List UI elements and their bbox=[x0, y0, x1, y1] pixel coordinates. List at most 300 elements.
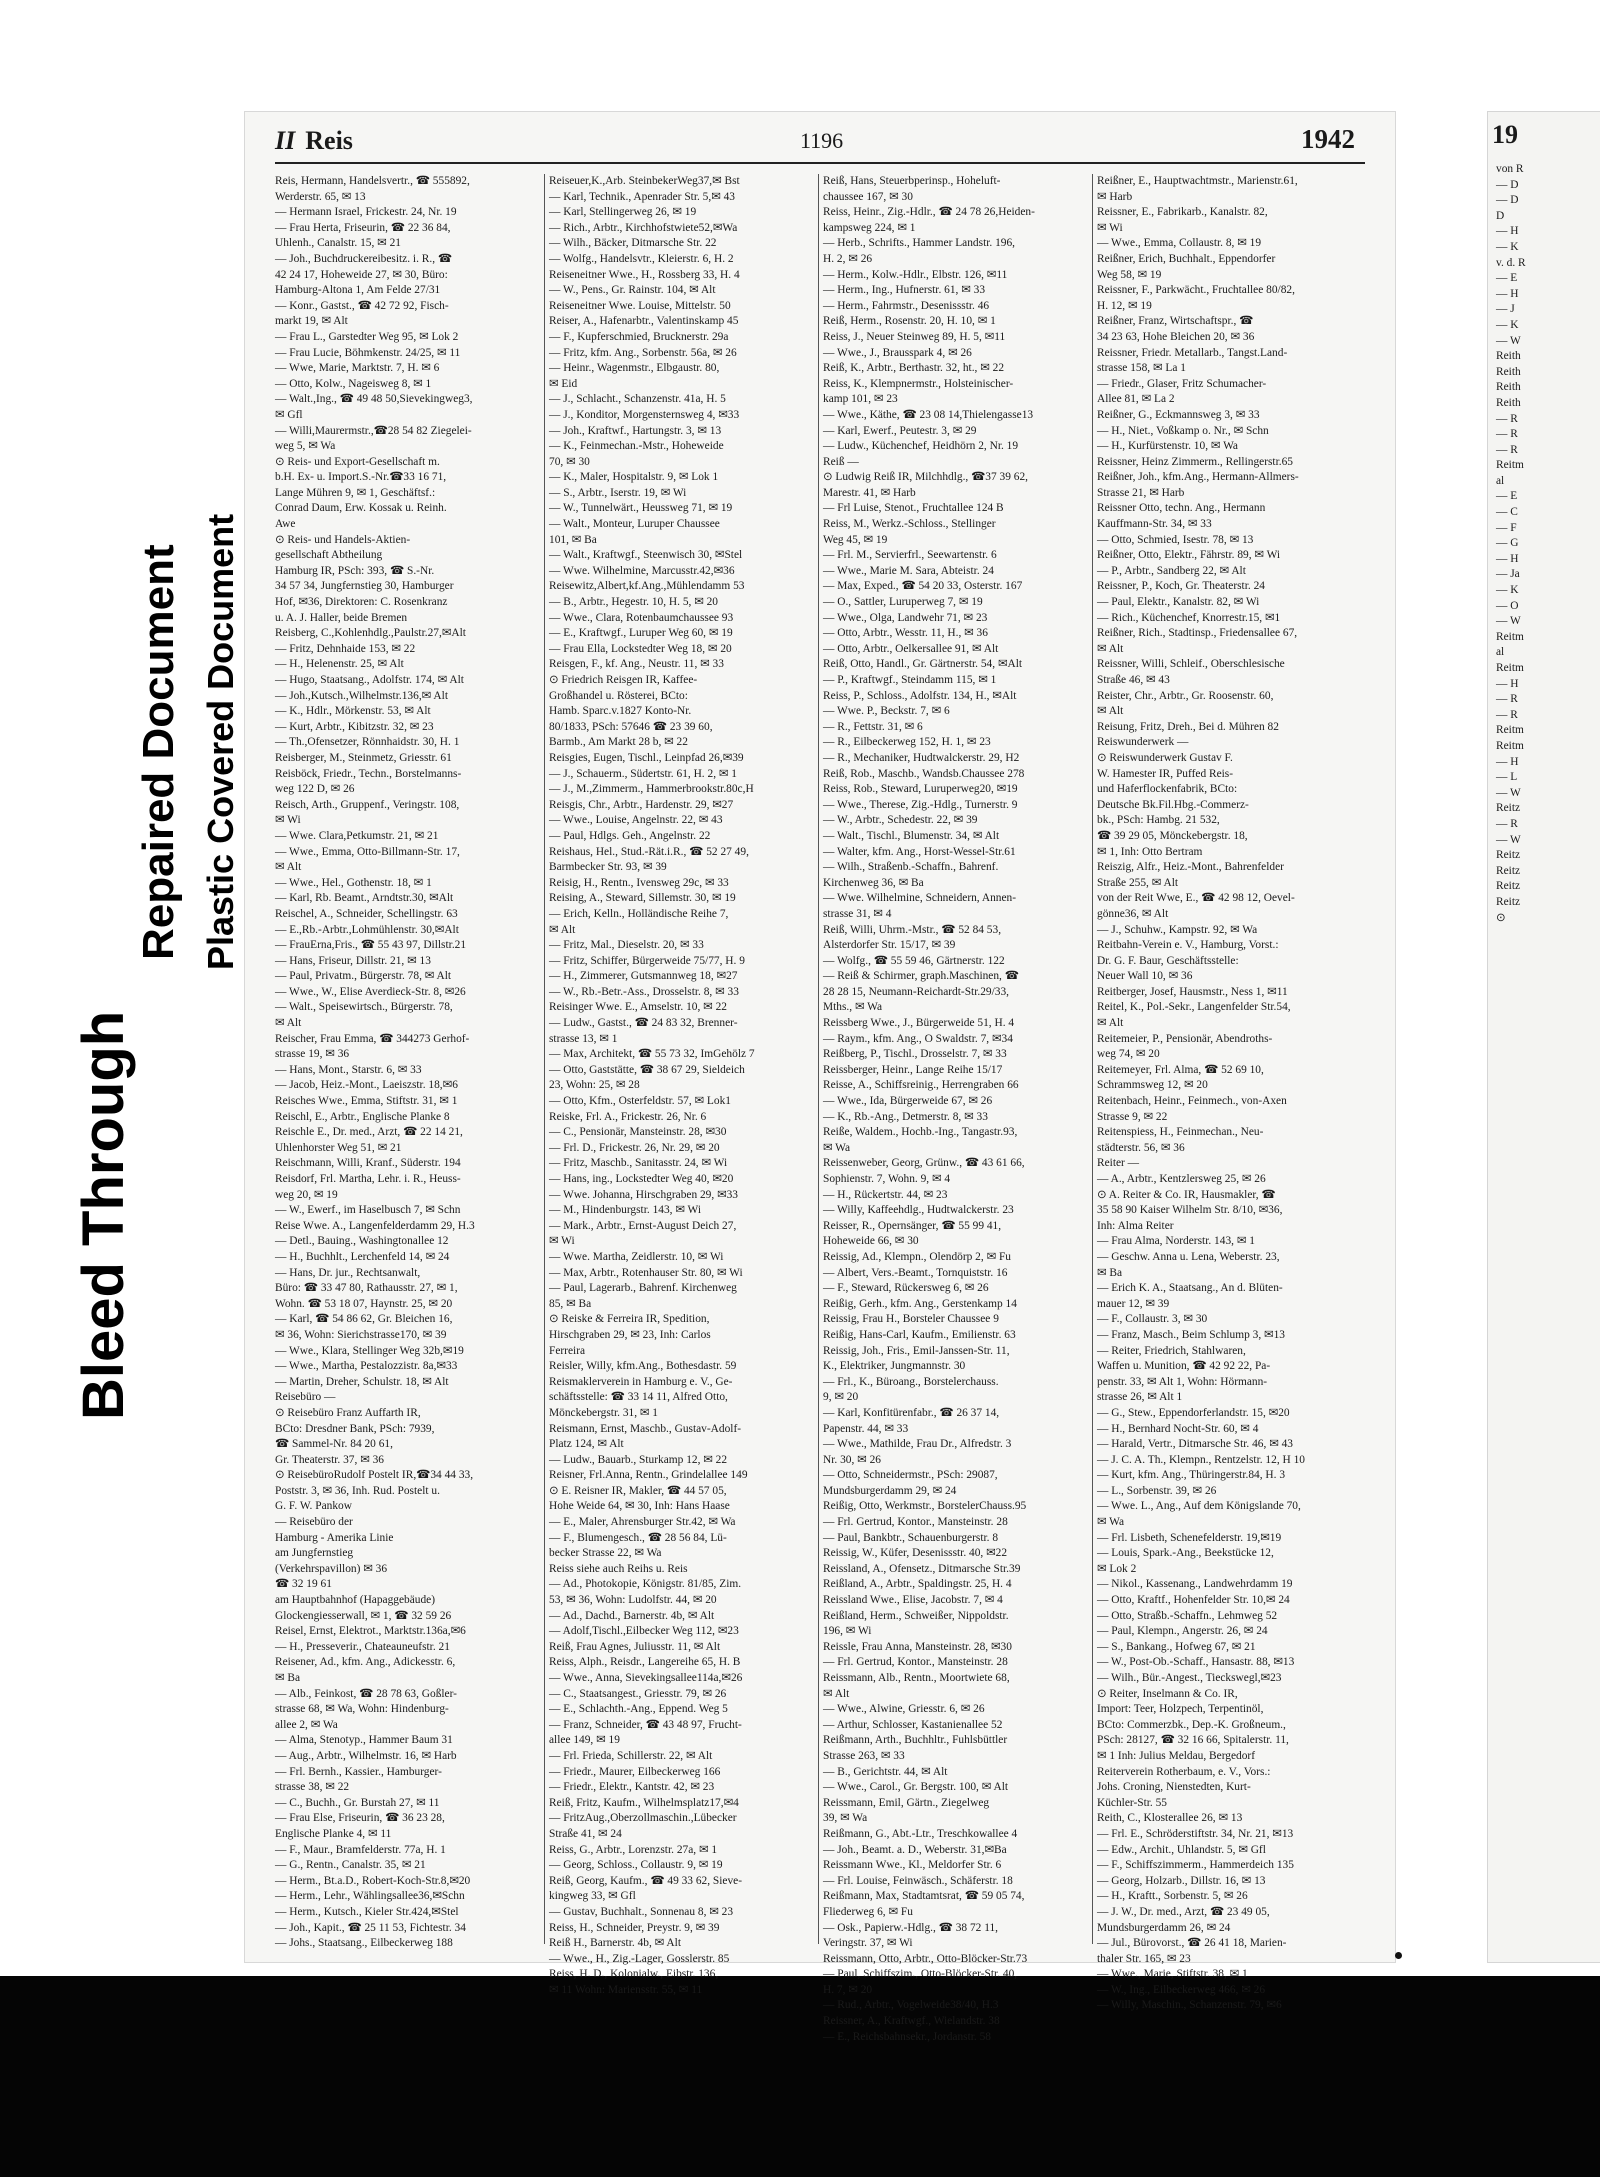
directory-entry-line: — F., Steward, Rückersweg 6, ✉ 26 bbox=[823, 1282, 989, 1295]
directory-entry-line: 101, ✉ Ba bbox=[549, 533, 597, 546]
directory-entry-line: — Frl. M., Servierfrl., Seewartenstr. 6 bbox=[823, 549, 997, 562]
directory-entry-line: — Walt., Tischl., Blumenstr. 34, ✉ Alt bbox=[823, 829, 1000, 842]
directory-entry-line: Reißland, A., Arbtr., Spaldingstr. 25, H. 4 bbox=[823, 1578, 1012, 1591]
directory-entry-line: Reiß, Georg, Kaufm., ☎ 49 33 62, Sieve- bbox=[549, 1874, 743, 1887]
directory-entry-line: ⊙ Reiswunderwerk Gustav F. bbox=[1097, 751, 1233, 764]
directory-entry-line: — Wilh., Bäcker, Ditmarsche Str. 22 bbox=[549, 237, 717, 250]
directory-entry-line: — FritzAug.,Oberzollmaschin.,Lübecker bbox=[549, 1812, 737, 1825]
directory-entry-line: Reise Wwe. A., Langenfelderdamm 29, H.3 bbox=[275, 1219, 475, 1232]
next-page-entry-fragment: — H bbox=[1496, 225, 1519, 238]
directory-entry-line: Reismaklerverein in Hamburg e. V., Ge- bbox=[549, 1375, 733, 1388]
directory-entry-line: ✉ Wa bbox=[823, 1141, 851, 1154]
directory-entry-line: Reisgen, F., kf. Ang., Neustr. 11, ✉ 33 bbox=[549, 658, 724, 671]
directory-entry-line: — Rud., Arbtr., Vogelweide38/40, H.3 bbox=[823, 1999, 999, 2012]
directory-entry-line: — Willy, Maschin., Schanzenstr. 79, ✉6 bbox=[1097, 1999, 1282, 2012]
directory-entry-line: Reisewitz,Albert,kf.Ang.,Mühlendamm 53 bbox=[549, 580, 745, 593]
directory-entry-line: — H., Zimmerer, Gutsmannweg 18, ✉27 bbox=[549, 970, 738, 983]
next-page-entry-fragment: — K bbox=[1496, 584, 1519, 597]
next-page-entry-fragment: Reitm bbox=[1496, 662, 1524, 674]
directory-entry-line: — H., Kraftt., Sorbenstr. 5, ✉ 26 bbox=[1097, 1890, 1248, 1903]
directory-entry-line: Weg 45, ✉ 19 bbox=[823, 533, 888, 546]
directory-entry-line: Reiß, Fritz, Kaufm., Wilhelmsplatz17,✉4 bbox=[549, 1796, 739, 1809]
directory-entry-line: ☎ 32 19 61 bbox=[275, 1578, 332, 1591]
directory-entry-line: — Karl, Rb. Beamt., Arndtstr.30, ✉Alt bbox=[275, 892, 454, 905]
directory-entry-line: Werderstr. 65, ✉ 13 bbox=[275, 190, 366, 203]
directory-entry-line: — Karl, Ewerf., Peutestr. 3, ✉ 29 bbox=[823, 424, 977, 437]
entry-columns bbox=[275, 174, 1365, 2043]
directory-entry-line: 80/1833, PSch: 57646 ☎ 23 39 60, bbox=[549, 720, 713, 733]
directory-entry-line: — Wwe., Ida, Bürgerweide 67, ✉ 26 bbox=[823, 1095, 993, 1108]
directory-entry-line: BCto: Commerzbk., Dep.-K. Großneum., bbox=[1097, 1718, 1286, 1731]
directory-entry-line: Awe bbox=[275, 518, 296, 531]
directory-entry-line: — Frau L., Garstedter Weg 95, ✉ Lok 2 bbox=[275, 330, 459, 343]
directory-entry-line: — Jacob, Heiz.-Mont., Laeiszstr. 18,✉6 bbox=[275, 1079, 458, 1092]
directory-entry-line: — Herm., Ing., Hufnerstr. 61, ✉ 33 bbox=[823, 284, 986, 297]
directory-entry-line: — Harald, Vertr., Ditmarsche Str. 46, ✉ 43 bbox=[1097, 1438, 1293, 1451]
directory-entry-line: — Ludw., Küchenchef, Heidhörn 2, Nr. 19 bbox=[823, 440, 1019, 453]
next-page-entry-fragment: Reitm bbox=[1496, 459, 1524, 472]
directory-entry-line: — Reiß & Schirmer, graph.Maschinen, ☎ bbox=[823, 970, 1019, 983]
directory-entry-line: am Hauptbahnhof (Hapaggebäude) bbox=[275, 1594, 436, 1607]
directory-entry-line: Reißner, Otto, Elektr., Fährstr. 89, ✉ Wi bbox=[1097, 549, 1281, 562]
directory-entry-line: strasse 158, ✉ La 1 bbox=[1097, 362, 1186, 375]
directory-entry-line: — F., Collaustr. 3, ✉ 30 bbox=[1097, 1313, 1208, 1326]
directory-entry-line: — Paul, Schiffszim., Otto-Blöcker-Str. 40, bbox=[823, 1968, 1018, 1981]
directory-entry-line: — P., Arbtr., Sandberg 22, ✉ Alt bbox=[1097, 564, 1246, 577]
next-page-entry-fragment: — E bbox=[1496, 490, 1518, 503]
directory-entry-line: Conrad Daum, Erw. Kossak u. Reinh. bbox=[275, 502, 447, 515]
directory-entry-line: — Wwe., Alwine, Griesstr. 6, ✉ 26 bbox=[823, 1703, 985, 1716]
directory-entry-line: — Wwe., Hel., Gothenstr. 18, ✉ 1 bbox=[275, 876, 432, 889]
directory-entry-line: 85, ✉ Ba bbox=[549, 1297, 592, 1310]
directory-entry-line: ☎ 39 29 05, Mönckebergstr. 18, bbox=[1097, 829, 1248, 842]
directory-entry-line: ✉ Gfl bbox=[275, 408, 303, 421]
directory-entry-line: — K., Hdlr., Mörkenstr. 53, ✉ Alt bbox=[275, 705, 431, 718]
directory-entry-line: Reissberg Wwe., J., Bürgerweide 51, H. 4 bbox=[823, 1017, 1015, 1030]
next-page-entry-fragment: — R bbox=[1496, 693, 1518, 706]
next-page-entry-fragment: — R bbox=[1496, 428, 1518, 441]
directory-entry-line: 23, Wohn: 25, ✉ 28 bbox=[549, 1079, 640, 1092]
directory-entry-line: — W., Tunnelwärt., Heussweg 71, ✉ 19 bbox=[549, 502, 733, 515]
directory-entry-line: Reiss, J., Neuer Steinweg 89, H. 5, ✉11 bbox=[823, 330, 1006, 343]
directory-entry-line: — F., Blumengesch., ☎ 28 56 84, Lü- bbox=[549, 1531, 727, 1544]
next-page-entry-fragment: Reitz bbox=[1496, 849, 1521, 862]
directory-entry-line: Reiser, A., Hafenarbtr., Valentinskamp 45 bbox=[549, 315, 739, 328]
next-page-entry-fragment: Reitm bbox=[1496, 630, 1524, 643]
next-page-entry-fragment: — Ja bbox=[1496, 568, 1520, 581]
column-3 bbox=[823, 174, 1087, 2043]
next-page-entry-fragment: von R bbox=[1496, 163, 1524, 175]
directory-entry-line: — Wwe., Anna, Sievekingsallee114a,✉26 bbox=[549, 1672, 743, 1684]
next-page-entry-fragment: — H bbox=[1496, 552, 1519, 565]
directory-entry-line: — Mark., Arbtr., Ernst-August Deich 27, bbox=[549, 1219, 737, 1232]
directory-entry-line: — B., Gerichtstr. 44, ✉ Alt bbox=[823, 1765, 948, 1778]
directory-entry-line: ✉ Ba bbox=[1097, 1266, 1123, 1279]
directory-entry-line: — F., Maur., Bramfelderstr. 77a, H. 1 bbox=[275, 1843, 446, 1856]
directory-entry-line: — Wwe., Marie, Stiftstr. 38, ✉ 1 bbox=[1097, 1968, 1248, 1981]
directory-entry-line: Reissland, A., Ofensetz., Ditmarsche Str.39 bbox=[823, 1562, 1021, 1575]
directory-entry-line: — Wwe. Clara,Petkumstr. 21, ✉ 21 bbox=[275, 829, 439, 842]
directory-entry-line: ✉ Harb bbox=[1097, 190, 1133, 203]
directory-entry-line: Reisch, Arth., Gruppenf., Veringstr. 108, bbox=[275, 798, 460, 811]
directory-entry-line: PSch: 28127, ☎ 32 16 66, Spitalerstr. 11, bbox=[1097, 1734, 1289, 1747]
directory-entry-line: Reiß, K., Arbtr., Berthastr. 32, ht., ✉ 22 bbox=[823, 362, 1005, 375]
directory-entry-line: Reißland, Herm., Schweißer, Nippoldstr. bbox=[823, 1609, 1009, 1622]
directory-entry-line: Hohe Weide 64, ✉ 30, Inh: Hans Haase bbox=[549, 1500, 730, 1513]
directory-entry-line: — Konr., Gastst., ☎ 42 72 92, Fisch- bbox=[275, 299, 449, 312]
next-page-entry-fragment: Reitz bbox=[1496, 895, 1521, 908]
directory-entry-line: BCto: Dresdner Bank, PSch: 7939, bbox=[275, 1422, 435, 1435]
directory-entry-line: Sophienstr. 7, Wohn. 9, ✉ 4 bbox=[823, 1173, 951, 1185]
directory-entry-line: — P., Kraftwgf., Steindamm 115, ✉ 1 bbox=[823, 674, 997, 686]
directory-entry-line: ☎ Sammel-Nr. 84 20 61, bbox=[275, 1438, 393, 1451]
directory-entry-line: — Otto, Gaststätte, ☎ 38 67 29, Sieldeich bbox=[549, 1063, 745, 1076]
directory-entry-line: — Wwe. Wilhelmine, Marcusstr.42,✉36 bbox=[549, 564, 735, 577]
directory-entry-line: Reisberg, C.,Kohlenhdlg.,Paulstr.27,✉Alt bbox=[275, 627, 466, 640]
directory-entry-line: Allee 81, ✉ La 2 bbox=[1097, 393, 1175, 406]
directory-entry-line: — Frau Alma, Norderstr. 143, ✉ 1 bbox=[1097, 1235, 1255, 1248]
directory-entry-line: Reiß — bbox=[823, 455, 859, 468]
directory-entry-line: — L., Sorbenstr. 39, ✉ 26 bbox=[1097, 1484, 1217, 1497]
next-page-entry-fragment: — H bbox=[1496, 755, 1519, 768]
section-heading bbox=[275, 126, 353, 156]
next-page-entry-fragment: — G bbox=[1496, 537, 1519, 550]
directory-entry-line: Reitenbach, Heinr., Feinmech., von-Axen bbox=[1097, 1095, 1287, 1108]
directory-entry-line: — Fritz, Maschb., Sanitasstr. 24, ✉ Wi bbox=[549, 1157, 728, 1170]
next-page-entry-fragment: — R bbox=[1496, 817, 1518, 830]
directory-entry-line: Reißmann, Arth., Buchhltr., Fuhlsbüttler bbox=[823, 1734, 1008, 1747]
directory-entry-line: — W., Pens., Gr. Rainstr. 104, ✉ Alt bbox=[549, 284, 716, 297]
directory-entry-line: — Frau Ella, Lockstedter Weg 18, ✉ 20 bbox=[549, 642, 732, 655]
directory-entry-line: — Joh., Kapit., ☎ 25 11 53, Fichtestr. 34 bbox=[275, 1921, 466, 1934]
next-page-entry-fragment: — O bbox=[1496, 599, 1519, 612]
directory-entry-line: Großhandel u. Rösterei, BCto: bbox=[549, 689, 688, 702]
next-page-entry-fragment: D bbox=[1496, 209, 1505, 222]
directory-entry-line: Reissner, Heinz Zimmerm., Rellingerstr.65 bbox=[1097, 455, 1293, 468]
directory-entry-line: — Gustav, Buchhalt., Sonnenau 8, ✉ 23 bbox=[549, 1905, 734, 1918]
directory-entry-line: — Willi,Maurermstr.,☎28 54 82 Ziegelei- bbox=[275, 424, 472, 437]
directory-entry-line: thaler Str. 165, ✉ 23 bbox=[1097, 1952, 1191, 1965]
directory-entry-line: 42 24 17, Hoheweide 27, ✉ 30, Büro: bbox=[275, 268, 448, 281]
directory-entry-line: — Fritz, kfm. Ang., Sorbenstr. 56a, ✉ 26 bbox=[549, 346, 737, 359]
directory-entry-line: Reissner Otto, techn. Ang., Hermann bbox=[1097, 502, 1266, 515]
directory-entry-line: Reissmann Wwe., Kl., Meldorfer Str. 6 bbox=[823, 1859, 1002, 1872]
next-page-entry-fragment: — E bbox=[1496, 272, 1518, 285]
directory-entry-line: Reissmann, Alb., Rentn., Moortwiete 68, bbox=[823, 1672, 1010, 1684]
directory-entry-line: — Wwe. Martha, Zeidlerstr. 10, ✉ Wi bbox=[549, 1250, 724, 1263]
directory-entry-line: Straße 46, ✉ 43 bbox=[1097, 674, 1170, 686]
directory-entry-line: — K., Maler, Hospitalstr. 9, ✉ Lok 1 bbox=[549, 471, 719, 484]
directory-entry-line: Nr. 30, ✉ 26 bbox=[823, 1453, 881, 1466]
directory-entry-line: — Paul, Klempn., Angerstr. 26, ✉ 24 bbox=[1097, 1625, 1268, 1638]
directory-entry-line: Reiss, H. D., Kolonialw., Eibstr. 136, bbox=[549, 1968, 719, 1981]
directory-entry-line: Reishaus, Hel., Stud.-Rät.i.R., ☎ 52 27 49, bbox=[549, 845, 749, 858]
directory-entry-line: — B., Arbtr., Hegestr. 10, H. 5, ✉ 20 bbox=[549, 596, 719, 609]
directory-entry-line: von der Reit Wwe, E., ☎ 42 98 12, Oevel- bbox=[1097, 892, 1295, 905]
directory-entry-line: weg 5, ✉ Wa bbox=[275, 440, 336, 453]
directory-entry-line: — Wilh., Straßenb.-Schaffn., Bahrenf. bbox=[823, 861, 999, 874]
next-page-entry-fragment: — R bbox=[1496, 708, 1518, 721]
directory-entry-line: Reischel, A., Schneider, Schellingstr. 63 bbox=[275, 907, 458, 920]
directory-entry-line: — Walt., Speisewirtsch., Bürgerstr. 78, bbox=[275, 1001, 453, 1014]
section-number: II bbox=[275, 126, 296, 155]
directory-entry-line: Mundsburgerdamm 29, ✉ 24 bbox=[823, 1484, 957, 1497]
directory-entry-line: — Hans, Dr. jur., Rechtsanwalt, bbox=[275, 1266, 421, 1279]
directory-entry-line: — Alma, Stenotyp., Hammer Baum 31 bbox=[275, 1734, 453, 1747]
directory-entry-line: ✉ Alt bbox=[823, 1687, 850, 1700]
directory-entry-line: Uhlenh., Canalstr. 15, ✉ 21 bbox=[275, 237, 401, 250]
directory-entry-line: Reischl, E., Arbtr., Englische Planke 8 bbox=[275, 1110, 450, 1123]
directory-entry-line: Reiterverein Rotherbaum, e. V., Vors.: bbox=[1097, 1765, 1271, 1778]
directory-entry-line: Reisse, A., Schiffsreinig., Herrengraben 66 bbox=[823, 1079, 1019, 1092]
directory-entry-line: ✉ Ba bbox=[275, 1672, 301, 1684]
next-page-entry-fragment: Reitm bbox=[1496, 724, 1524, 737]
directory-entry-line: Reiszig, Alfr., Heiz.-Mont., Bahrenfelder bbox=[1097, 861, 1284, 874]
directory-entry-line: Johs. Croning, Nienstedten, Kurt- bbox=[1097, 1781, 1251, 1794]
directory-entry-line: — Frl. Louise, Feinwäsch., Schäferstr. 18 bbox=[823, 1874, 1013, 1887]
directory-entry-line: — Herm., Bt.a.D., Robert-Koch-Str.8,✉20 bbox=[275, 1874, 471, 1887]
directory-entry-line: — Wwe., Mathilde, Frau Dr., Alfredstr. 3 bbox=[823, 1438, 1012, 1451]
directory-entry-line: — K., Rb.-Ang., Detmerstr. 8, ✉ 33 bbox=[823, 1110, 988, 1123]
directory-entry-line: 35 58 90 Kaiser Wilhelm Str. 8/10, ✉36, bbox=[1097, 1204, 1283, 1217]
directory-entry-line: Hamburg IR, PSch: 393, ☎ S.-Nr. bbox=[275, 564, 435, 577]
directory-entry-line: allee 149, ✉ 19 bbox=[549, 1734, 620, 1747]
directory-entry-line: — Franz, Schneider, ☎ 43 48 97, Frucht- bbox=[549, 1718, 742, 1731]
directory-entry-line: ⊙ Reis- und Export-Gesellschaft m. bbox=[275, 455, 440, 468]
directory-entry-line: — Frl. Gertrud, Kontor., Mansteinstr. 28 bbox=[823, 1656, 1008, 1669]
next-page-entry-fragment: — W bbox=[1496, 786, 1521, 799]
directory-entry-line: — J., Konditor, Morgensternsweg 4, ✉33 bbox=[549, 408, 740, 421]
directory-entry-line: ✉ Lok 2 bbox=[1097, 1562, 1137, 1575]
directory-entry-line: — Max, Exped., ☎ 54 20 33, Osterstr. 167 bbox=[823, 580, 1023, 593]
directory-entry-line: Mundsburgerdamm 26, ✉ 24 bbox=[1097, 1921, 1231, 1934]
directory-entry-line: ⊙ A. Reiter & Co. IR, Hausmakler, ☎ bbox=[1097, 1188, 1276, 1201]
directory-entry-line: Reister, Chr., Arbtr., Gr. Roosenstr. 60, bbox=[1097, 689, 1274, 702]
directory-entry-line: Wohn. ☎ 53 18 07, Haynstr. 25, ✉ 20 bbox=[275, 1297, 453, 1310]
directory-entry-line: Büro: ☎ 33 47 80, Rathausstr. 27, ✉ 1, bbox=[275, 1282, 458, 1295]
directory-entry-line: chaussee 167, ✉ 30 bbox=[823, 190, 913, 203]
directory-entry-line: ✉ Wi bbox=[275, 814, 301, 827]
directory-entry-line: und Haferflockenfabrik, BCto: bbox=[1097, 783, 1238, 796]
directory-entry-line: — Karl, Konfitürenfabr., ☎ 26 37 14, bbox=[823, 1406, 1000, 1419]
directory-entry-line: — O., Sattler, Luruperweg 7, ✉ 19 bbox=[823, 596, 983, 609]
directory-entry-line: — Georg, Holzarb., Dillstr. 16, ✉ 13 bbox=[1097, 1874, 1266, 1887]
directory-entry-line: — H., Rückertstr. 44, ✉ 23 bbox=[823, 1188, 948, 1201]
directory-entry-line: Reis, Hermann, Handelsvertr., ☎ 555892, bbox=[275, 175, 470, 187]
directory-entry-line: — W., Arbtr., Schedestr. 22, ✉ 39 bbox=[823, 814, 978, 827]
directory-entry-line: — Herm., Kolw.-Hdlr., Elbstr. 126, ✉11 bbox=[823, 268, 1008, 281]
directory-entry-line: — Walter, kfm. Ang., Horst-Wessel-Str.61 bbox=[823, 845, 1016, 858]
directory-entry-line: — J. C. A. Th., Klempn., Rentzelstr. 12, H 10 bbox=[1097, 1453, 1305, 1466]
directory-entry-line: ✉ Alt bbox=[275, 1017, 302, 1030]
directory-entry-line: — Nikol., Kassenang., Landwehrdamm 19 bbox=[1097, 1578, 1293, 1591]
directory-entry-line: Reiter — bbox=[1097, 1157, 1140, 1170]
directory-entry-line: — Reiter, Friedrich, Stahlwaren, bbox=[1097, 1344, 1246, 1357]
directory-entry-line: — A., Arbtr., Kentzlersweg 25, ✉ 26 bbox=[1097, 1173, 1266, 1185]
directory-entry-line: Reisberger, M., Steinmetz, Griesstr. 61 bbox=[275, 751, 452, 764]
directory-entry-line: Reiseneitner Wwe. Louise, Mittelstr. 50 bbox=[549, 299, 731, 312]
directory-entry-line: Reischmann, Willi, Kranf., Süderstr. 194 bbox=[275, 1157, 461, 1170]
directory-entry-line: Reischle E., Dr. med., Arzt, ☎ 22 14 21, bbox=[275, 1126, 463, 1139]
directory-entry-line: — Aug., Arbtr., Wilhelmstr. 16, ✉ Harb bbox=[275, 1749, 457, 1762]
directory-entry-line: — Frl., K., Büroang., Borstelerchauss. bbox=[823, 1375, 999, 1388]
column-2 bbox=[549, 174, 813, 1996]
directory-entry-line: Reiß, Frau Agnes, Juliusstr. 11, ✉ Alt bbox=[549, 1640, 721, 1653]
directory-entry-line: — J., Schuhw., Kampstr. 92, ✉ Wa bbox=[1097, 923, 1258, 936]
directory-entry-line: Reiss, P., Schloss., Adolfstr. 134, H., ✉Alt bbox=[823, 689, 1017, 702]
directory-entry-line: — Hans, Mont., Starstr. 6, ✉ 33 bbox=[275, 1063, 422, 1076]
directory-entry-line: Reiseuer,K.,Arb. SteinbekerWeg37,✉ Bst bbox=[549, 175, 740, 187]
directory-entry-line: — Hans, Friseur, Dillstr. 21, ✉ 13 bbox=[275, 954, 431, 967]
directory-entry-line: G. F. W. Pankow bbox=[275, 1500, 352, 1513]
directory-entry-line: Kauffmann-Str. 34, ✉ 33 bbox=[1097, 518, 1212, 531]
directory-entry-line: Reising, A., Steward, Sillemstr. 30, ✉ 19 bbox=[549, 892, 736, 905]
directory-entry-line: ✉ 11 Wohn: Mariensstr. 55, ✉ 11 bbox=[549, 1983, 703, 1996]
directory-entry-line: — H., Presseverir., Chateauneufstr. 21 bbox=[275, 1640, 450, 1653]
directory-entry-line: Poststr. 3, ✉ 36, Inh. Rud. Postelt u. bbox=[275, 1484, 440, 1497]
directory-entry-line: — Wwe., Louise, Angelnstr. 22, ✉ 43 bbox=[549, 814, 723, 827]
next-page-entry-fragment: Reitz bbox=[1496, 864, 1521, 877]
directory-entry-line: (Verkehrspavillon) ✉ 36 bbox=[275, 1562, 388, 1575]
directory-entry-line: Kirchenweg 36, ✉ Ba bbox=[823, 876, 924, 889]
directory-entry-line: — H., Buchhlt., Lerchenfeld 14, ✉ 24 bbox=[275, 1250, 450, 1263]
directory-entry-line: Hof, ✉36, Direktoren: C. Rosenkranz bbox=[275, 596, 448, 609]
directory-entry-line: b.H. Ex- u. Import.S.-Nr.☎33 16 71, bbox=[275, 471, 447, 484]
directory-entry-line: ✉ 36, Wohn: Sierichstrasse170, ✉ 39 bbox=[275, 1328, 447, 1341]
directory-entry-line: — Wolfg., Handelsvtr., Kleierstr. 6, H. 2 bbox=[549, 252, 734, 265]
next-page-entry-fragment: ⊙ bbox=[1496, 911, 1506, 924]
directory-entry-line: Reitemeier, P., Pensionär, Abendroths- bbox=[1097, 1032, 1273, 1045]
directory-entry-line: — Wwe., H., Zig.-Lager, Gosslerstr. 85 bbox=[549, 1952, 730, 1965]
directory-entry-line: ✉ Alt bbox=[549, 923, 576, 936]
directory-entry-line: — Ad., Dachd., Barnerstr. 4b, ✉ Alt bbox=[549, 1609, 715, 1622]
column-divider bbox=[1092, 174, 1093, 1944]
directory-entry-line: strasse 19, ✉ 36 bbox=[275, 1048, 350, 1061]
next-page-entry-fragment: — K bbox=[1496, 318, 1519, 331]
directory-entry-line: ⊙ E. Reisner IR, Makler, ☎ 44 57 05, bbox=[549, 1484, 727, 1497]
directory-entry-line: markt 19, ✉ Alt bbox=[275, 315, 348, 328]
directory-entry-line: — J., Schlacht., Schanzenstr. 41a, H. 5 bbox=[549, 393, 726, 406]
directory-entry-line: Waffen u. Munition, ☎ 42 92 22, Pa- bbox=[1097, 1360, 1271, 1373]
directory-entry-line: ⊙ Friedrich Reisgen IR, Kaffee- bbox=[549, 674, 698, 686]
directory-entry-line: — Otto, Arbtr., Wesstr. 11, H., ✉ 36 bbox=[823, 627, 988, 640]
directory-entry-line: — Franz, Masch., Beim Schlump 3, ✉13 bbox=[1097, 1328, 1285, 1341]
directory-entry-line: Mönckebergstr. 31, ✉ 1 bbox=[549, 1406, 658, 1419]
directory-entry-line: — Max, Arbtr., Rotenhauser Str. 80, ✉ Wi bbox=[549, 1266, 743, 1279]
directory-entry-line: — Otto, Schneidermstr., PSch: 29087, bbox=[823, 1469, 998, 1482]
directory-entry-line: — Georg, Schloss., Collaustr. 9, ✉ 19 bbox=[549, 1859, 723, 1872]
next-page-header: 19 bbox=[1492, 120, 1518, 149]
directory-entry-line: Reiß H., Barnerstr. 4b, ✉ Alt bbox=[549, 1937, 681, 1950]
directory-entry-line: 39, ✉ Wa bbox=[823, 1812, 868, 1825]
directory-entry-line: Reißmann, G., Abt.-Ltr., Treschkowallee 4 bbox=[823, 1827, 1018, 1840]
directory-entry-line: städterstr. 56, ✉ 36 bbox=[1097, 1141, 1185, 1154]
directory-entry-line: ✉ Wi bbox=[1097, 221, 1123, 234]
directory-entry-line: — E., Kraftwgf., Luruper Weg 60, ✉ 19 bbox=[549, 627, 733, 640]
directory-entry-line: Reisgies, Eugen, Tischl., Leinpfad 26,✉39 bbox=[549, 751, 744, 764]
directory-entry-line: — Otto, Kolw., Nageisweg 8, ✉ 1 bbox=[275, 377, 432, 390]
directory-entry-line: — Walt.,Ing., ☎ 49 48 50,Sievekingweg3, bbox=[275, 393, 473, 406]
directory-entry-line: Reiß, Hans, Steuerbperinsp., Hoheluft- bbox=[823, 175, 1001, 187]
directory-entry-line: — Frl. Bernh., Kassier., Hamburger- bbox=[275, 1765, 442, 1778]
directory-entry-line: — Karl, ☎ 54 86 62, Gr. Bleichen 16, bbox=[275, 1313, 453, 1326]
directory-entry-line: — Wilh., Bür.-Angest., Tieckswegl,✉23 bbox=[1097, 1672, 1282, 1684]
directory-entry-line: Reißner, G., Eckmannsweg 3, ✉ 33 bbox=[1097, 408, 1260, 421]
directory-entry-line: Hamburg-Altona 1, Am Felde 27/31 bbox=[275, 284, 441, 297]
directory-entry-line: Reissner, P., Koch, Gr. Theaterstr. 24 bbox=[1097, 580, 1265, 593]
directory-entry-line: — Frl Luise, Stenot., Fruchtallee 124 B bbox=[823, 502, 1004, 515]
directory-entry-line: — W., Ewerf., im Haselbusch 7, ✉ Schn bbox=[275, 1204, 461, 1217]
directory-entry-line: Reiss, K., Klempnermstr., Holsteinischer- bbox=[823, 377, 1014, 390]
directory-entry-line: — W., Post-Ob.-Schaff., Hansastr. 88, ✉13 bbox=[1097, 1656, 1295, 1669]
directory-entry-line: — Karl, Stellingerweg 26, ✉ 19 bbox=[549, 206, 697, 219]
next-page-entry-fragment: — K bbox=[1496, 240, 1519, 253]
directory-entry-line: — Paul, Lagerarb., Bahrenf. Kirchenweg bbox=[549, 1282, 737, 1295]
directory-entry-line: — Herb., Schrifts., Hammer Landstr. 196, bbox=[823, 237, 1016, 250]
directory-entry-line: Reiss, G., Arbtr., Lorenzstr. 27a, ✉ 1 bbox=[549, 1843, 718, 1856]
directory-entry-line: Reiss, Rob., Steward, Luruperweg20, ✉19 bbox=[823, 783, 1018, 796]
bleed-through-label: Bleed Through bbox=[71, 1010, 136, 1420]
directory-entry-line: W. Hamester IR, Puffed Reis- bbox=[1097, 767, 1234, 780]
directory-entry-line: — E.,Rb.-Arbtr.,Lohmühlenstr. 30,✉Alt bbox=[275, 923, 459, 936]
directory-entry-line: — M., Hindenburgstr. 143, ✉ Wi bbox=[549, 1204, 701, 1217]
directory-entry-line: 9, ✉ 20 bbox=[823, 1391, 859, 1404]
directory-entry-line: — C., Staatsangest., Griesstr. 79, ✉ 26 bbox=[549, 1687, 727, 1700]
directory-entry-line: Straße 255, ✉ Alt bbox=[1097, 876, 1179, 889]
directory-entry-line: Reiss, M., Werkz.-Schloss., Stellinger bbox=[823, 518, 996, 531]
directory-entry-line: Reiss, Alph., Reisdr., Langereihe 65, H. B bbox=[549, 1656, 741, 1669]
directory-entry-line: strasse 26, ✉ Alt 1 bbox=[1097, 1391, 1183, 1404]
directory-entry-line: Schrammsweg 12, ✉ 20 bbox=[1097, 1079, 1208, 1092]
directory-entry-line: — R., Fettstr. 31, ✉ 6 bbox=[823, 720, 923, 733]
directory-entry-line: Reißner, Joh., kfm.Ang., Hermann-Allmers- bbox=[1097, 471, 1299, 484]
directory-entry-line: Reissland Wwe., Elise, Jacobstr. 7, ✉ 4 bbox=[823, 1594, 1003, 1607]
directory-entry-line: ✉ Wi bbox=[549, 1235, 575, 1248]
directory-entry-line: — Joh., Beamt. a. D., Weberstr. 31,✉Ba bbox=[823, 1843, 1007, 1856]
directory-entry-line: — Wwe. Wilhelmine, Schneidern, Annen- bbox=[823, 892, 1017, 905]
directory-entry-line: — Paul, Hdlgs. Geh., Angelnstr. 22 bbox=[549, 829, 711, 842]
repaired-document-label: Repaired Document bbox=[134, 544, 183, 960]
directory-entry-line: — Erich K. A., Staatsang., An d. Blüten- bbox=[1097, 1282, 1283, 1295]
next-page-entry-fragment: v. d. R bbox=[1496, 256, 1526, 269]
directory-entry-line: Fliederweg 6, ✉ Fu bbox=[823, 1905, 913, 1918]
directory-entry-line: Reitberger, Josef, Hausmstr., Ness 1, ✉11 bbox=[1097, 985, 1288, 998]
directory-entry-line: — Heinr., Wagenmstr., Elbgaustr. 80, bbox=[549, 362, 720, 375]
directory-entry-line: — Wwe., W., Elise Averdieck-Str. 8, ✉26 bbox=[275, 985, 466, 998]
next-page-entry-fragment: — W bbox=[1496, 615, 1521, 628]
directory-entry-line: Reissner, Friedr. Metallarb., Tangst.Land- bbox=[1097, 346, 1288, 359]
directory-entry-line: 34 57 34, Jungfernstieg 30, Hamburger bbox=[275, 580, 454, 593]
directory-entry-line: — Otto, Kraftf., Hohenfelder Str. 10,✉ 24 bbox=[1097, 1594, 1290, 1607]
directory-entry-line: — Walt., Kraftwgf., Steenwisch 30, ✉Stel bbox=[549, 549, 743, 562]
directory-entry-line: — Ludw., Gastst., ☎ 24 83 32, Brenner- bbox=[549, 1017, 738, 1030]
directory-entry-line: H. 2, ✉ 26 bbox=[823, 252, 873, 265]
directory-entry-line: Reiswunderwerk — bbox=[1097, 736, 1189, 749]
directory-entry-line: Dr. G. F. Baur, Geschäftsstelle: bbox=[1097, 954, 1239, 967]
directory-entry-line: Ferreira bbox=[549, 1344, 586, 1357]
directory-entry-line: Barmb., Am Markt 28 b, ✉ 22 bbox=[549, 736, 688, 749]
directory-entry-line: — W., Ing., Eilbeckerweg 466, ✉ 26 bbox=[1097, 1983, 1266, 1996]
directory-entry-line: Reiß, Willi, Uhrm.-Mstr., ☎ 52 84 53, bbox=[823, 923, 1002, 936]
directory-entry-line: ✉ Alt bbox=[1097, 1017, 1124, 1030]
directory-entry-line: — Joh., Buchdruckereibesitz. i. R., ☎ bbox=[275, 252, 453, 265]
directory-entry-line: ✉ Eid bbox=[549, 377, 578, 390]
directory-entry-line: — F., Kupferschmied, Brucknerstr. 29a bbox=[549, 330, 729, 343]
directory-entry-line: kampsweg 224, ✉ 1 bbox=[823, 221, 916, 234]
directory-entry-line: weg 20, ✉ 19 bbox=[275, 1188, 338, 1201]
directory-entry-line: — Walt., Monteur, Luruper Chaussee bbox=[549, 518, 720, 531]
directory-entry-line: Reisinger Wwe. E., Amselstr. 10, ✉ 22 bbox=[549, 1001, 727, 1014]
